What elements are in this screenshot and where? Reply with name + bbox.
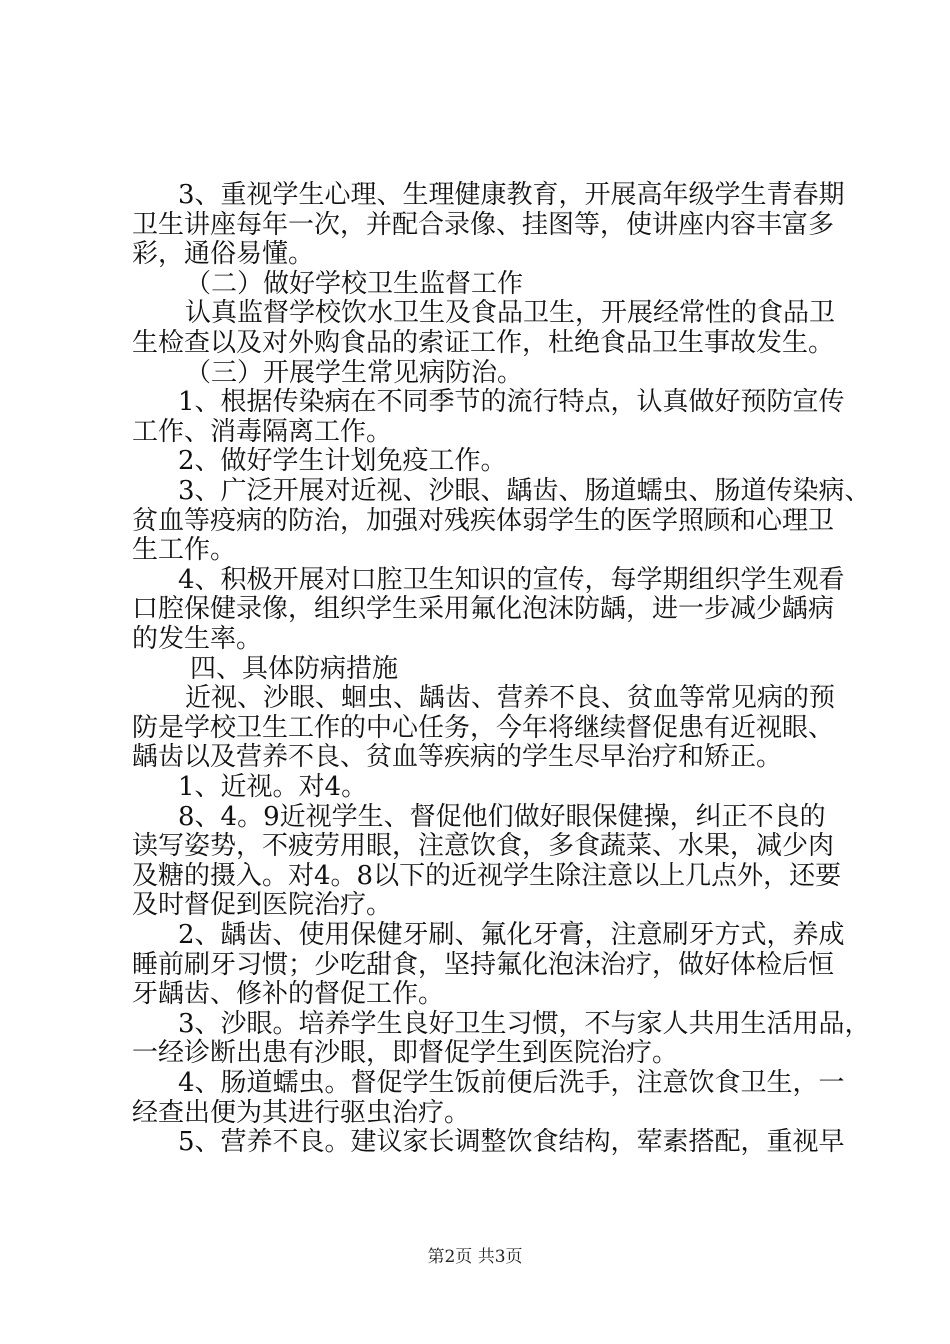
text-line: 防是学校卫生工作的中心任务，今年将继续督促患有近视眼、	[132, 712, 835, 743]
text-line: 一经诊断出患有沙眼，即督促学生到医院治疗。	[132, 1038, 679, 1069]
text-line: 3、广泛开展对近视、沙眼、龋齿、肠道蠕虫、肠道传染病、	[178, 476, 871, 506]
text-line: 及糖的摄入。对4。8以下的近视学生除注意以上几点外，还要	[132, 860, 842, 891]
text-line: 认真监督学校饮水卫生及食品卫生，开展经常性的食品卫	[185, 298, 836, 329]
text-line: 1、根据传染病在不同季节的流行特点，认真做好预防宣传	[178, 387, 845, 418]
text-line: 牙龋齿、修补的督促工作。	[132, 979, 445, 1010]
text-line: 8、4。9近视学生、督促他们做好眼保健操，纠正不良的	[178, 801, 826, 832]
text-line: 彩，通俗易懂。	[132, 239, 315, 270]
text-line: 工作、消毒隔离工作。	[132, 416, 393, 447]
text-line: 卫生讲座每年一次，并配合录像、挂图等，使讲座内容丰富多	[132, 209, 835, 240]
text-line: 贫血等疫病的防治，加强对残疾体弱学生的医学照顾和心理卫	[132, 505, 835, 536]
text-line: 睡前刷牙习惯；少吃甜食，坚持氟化泡沫治疗，做好体检后恒	[132, 949, 835, 980]
text-line: 生工作。	[132, 535, 237, 566]
text-line: （三）开展学生常见病防治。	[185, 357, 524, 388]
text-line: 读写姿势，不疲劳用眼，注意饮食，多食蔬菜、水果，减少肉	[132, 831, 835, 862]
text-line: 1、近视。对4。	[178, 772, 368, 802]
text-line: 4、肠道蠕虫。督促学生饭前便后洗手，注意饮食卫生，一	[178, 1068, 845, 1098]
text-line: 3、沙眼。培养学生良好卫生习惯，不与家人共用生活用品，	[178, 1008, 871, 1039]
text-line: 四、具体防病措施	[190, 653, 399, 684]
text-line: 近视、沙眼、蛔虫、龋齿、营养不良、贫血等常见病的预	[185, 683, 836, 714]
text-line: 5、营养不良。建议家长调整饮食结构，荤素搭配，重视早	[178, 1127, 845, 1158]
text-line: 经查出便为其进行驱虫治疗。	[132, 1097, 471, 1128]
text-line: （二）做好学校卫生监督工作	[185, 268, 524, 299]
text-line: 及时督促到医院治疗。	[132, 890, 393, 921]
page-footer: 第2页 共3页	[427, 1247, 523, 1267]
text-line: 的发生率。	[132, 624, 263, 654]
text-line: 龋齿以及营养不良、贫血等疾病的学生尽早治疗和矫正。	[132, 742, 783, 773]
text-line: 4、积极开展对口腔卫生知识的宣传，每学期组织学生观看	[178, 564, 845, 595]
text-line: 口腔保健录像，组织学生采用氟化泡沫防龋，进一步减少龋病	[132, 594, 835, 625]
text-line: 2、龋齿、使用保健牙刷、氟化牙膏，注意刷牙方式，养成	[178, 920, 845, 950]
text-line: 2、做好学生计划免疫工作。	[178, 446, 507, 477]
text-line: 生检查以及对外购食品的索证工作，杜绝食品卫生事故发生。	[132, 328, 835, 358]
text-line: 3、重视学生心理、生理健康教育，开展高年级学生青春期	[178, 180, 845, 210]
